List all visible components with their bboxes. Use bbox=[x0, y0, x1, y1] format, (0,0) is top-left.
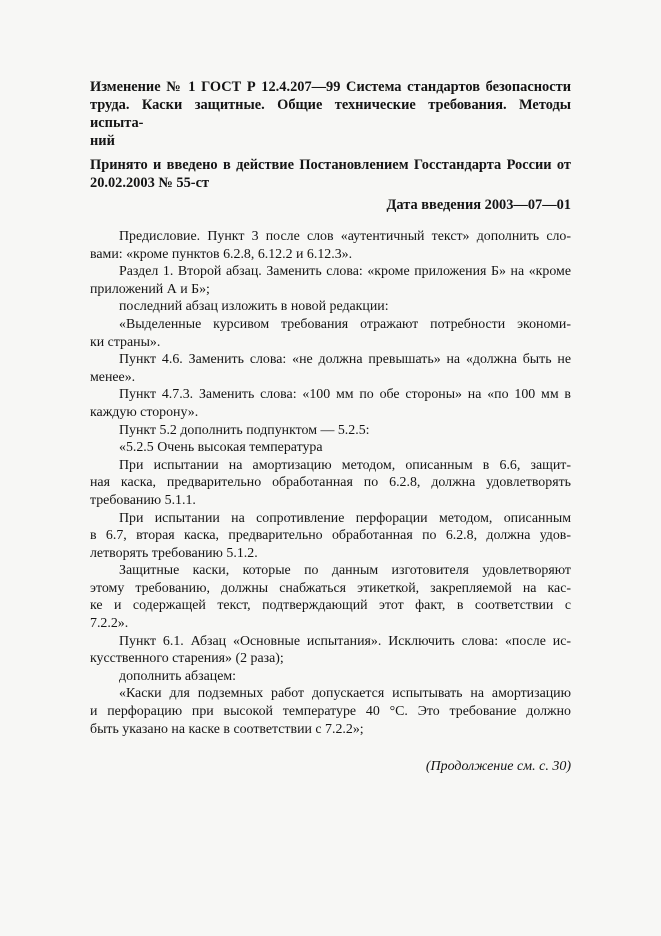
paragraph-line: быть указано на каске в соответствии с 7.2.2»; bbox=[90, 721, 364, 737]
paragraph bbox=[90, 439, 571, 457]
paragraph-line: 7.2.2». bbox=[90, 616, 129, 632]
paragraph-line: менее». bbox=[90, 369, 136, 385]
paragraph-line: Защитные каски, которые по данным изготовителя удовлетворяют bbox=[119, 563, 571, 579]
paragraph-line: кусственного старения» (2 раза); bbox=[90, 651, 284, 667]
paragraph-line: При испытании на сопротивление перфорации методом, описанным bbox=[119, 510, 571, 526]
paragraph-line: приложений А и Б»; bbox=[90, 281, 210, 297]
paragraph bbox=[90, 228, 571, 263]
paragraph bbox=[90, 685, 571, 738]
paragraph bbox=[90, 668, 571, 686]
paragraph-line: ке и содержащей текст, подтверждающий этот факт, в соответствии с bbox=[90, 598, 571, 614]
paragraph-line: ная каска, предварительно обработанная по 6.2.8, должна удовлетворять bbox=[90, 475, 571, 491]
paragraph-line: «5.2.5 Очень высокая температура bbox=[119, 440, 323, 456]
paragraph-line: Раздел 1. Второй абзац. Заменить слова: «кроме приложения Б» на «кроме bbox=[119, 264, 571, 280]
paragraph-line: требованию 5.1.1. bbox=[90, 492, 196, 508]
paragraph bbox=[90, 298, 571, 316]
document-page bbox=[90, 78, 571, 775]
paragraph bbox=[90, 351, 571, 386]
paragraph bbox=[90, 633, 571, 668]
paragraph-line: в 6.7, вторая каска, предварительно обработанная по 6.2.8, должна удов- bbox=[90, 528, 571, 544]
paragraph-line: летворять требованию 5.1.2. bbox=[90, 545, 258, 561]
paragraph-line: При испытании на амортизацию методом, описанным в 6.6, защит- bbox=[119, 457, 571, 473]
adoption-statement bbox=[90, 156, 571, 192]
adoption-line: 20.02.2003 № 55-ст bbox=[90, 175, 210, 191]
paragraph-line: Пункт 5.2 дополнить подпунктом — 5.2.5: bbox=[119, 422, 370, 438]
effective-date: Дата введения 2003—07—01 bbox=[386, 197, 571, 213]
paragraph-line: ки страны». bbox=[90, 334, 161, 350]
document-body bbox=[90, 228, 571, 738]
paragraph bbox=[90, 562, 571, 632]
paragraph bbox=[90, 386, 571, 421]
paragraph-line: «Выделенные курсивом требования отражают потребности экономи- bbox=[119, 316, 571, 332]
paragraph-line: Предисловие. Пункт 3 после слов «аутентичный текст» дополнить сло- bbox=[119, 229, 571, 244]
title-line: труда. Каски защитные. Общие технические требования. Методы испыта- bbox=[90, 97, 571, 131]
continuation-note: (Продолжение см. с. 30) bbox=[425, 759, 571, 775]
paragraph-line: Пункт 4.6. Заменить слова: «не должна превышать» на «должна быть не bbox=[119, 352, 571, 368]
paragraph bbox=[90, 422, 571, 440]
title-line: ний bbox=[90, 133, 115, 149]
adoption-line: Принято и введено в действие Постановлением Госстандарта России от bbox=[90, 157, 571, 173]
paragraph-line: «Каски для подземных работ допускается испытывать на амортизацию bbox=[119, 686, 571, 702]
paragraph-line: Пункт 6.1. Абзац «Основные испытания». Исключить слова: «после ис- bbox=[119, 633, 571, 649]
paragraph bbox=[90, 263, 571, 298]
paragraph-line: каждую сторону». bbox=[90, 404, 199, 420]
paragraph-line: этому требованию, должны снабжаться этикеткой, закрепляемой на кас- bbox=[90, 580, 571, 596]
paragraph-line: вами: «кроме пунктов 6.2.8, 6.12.2 и 6.12.3». bbox=[90, 246, 353, 262]
paragraph bbox=[90, 510, 571, 563]
document-title bbox=[90, 78, 571, 150]
title-line: Изменение № 1 ГОСТ Р 12.4.207—99 Система стандартов безопасности bbox=[90, 79, 571, 95]
paragraph-line: и перфорацию при высокой температуре 40 °С. Это требование должно bbox=[90, 704, 571, 720]
paragraph-line: Пункт 4.7.3. Заменить слова: «100 мм по обе стороны» на «по 100 мм в bbox=[119, 387, 571, 403]
paragraph-line: дополнить абзацем: bbox=[119, 668, 237, 684]
paragraph bbox=[90, 316, 571, 351]
paragraph bbox=[90, 457, 571, 510]
paragraph-line: последний абзац изложить в новой редакции: bbox=[119, 299, 389, 315]
